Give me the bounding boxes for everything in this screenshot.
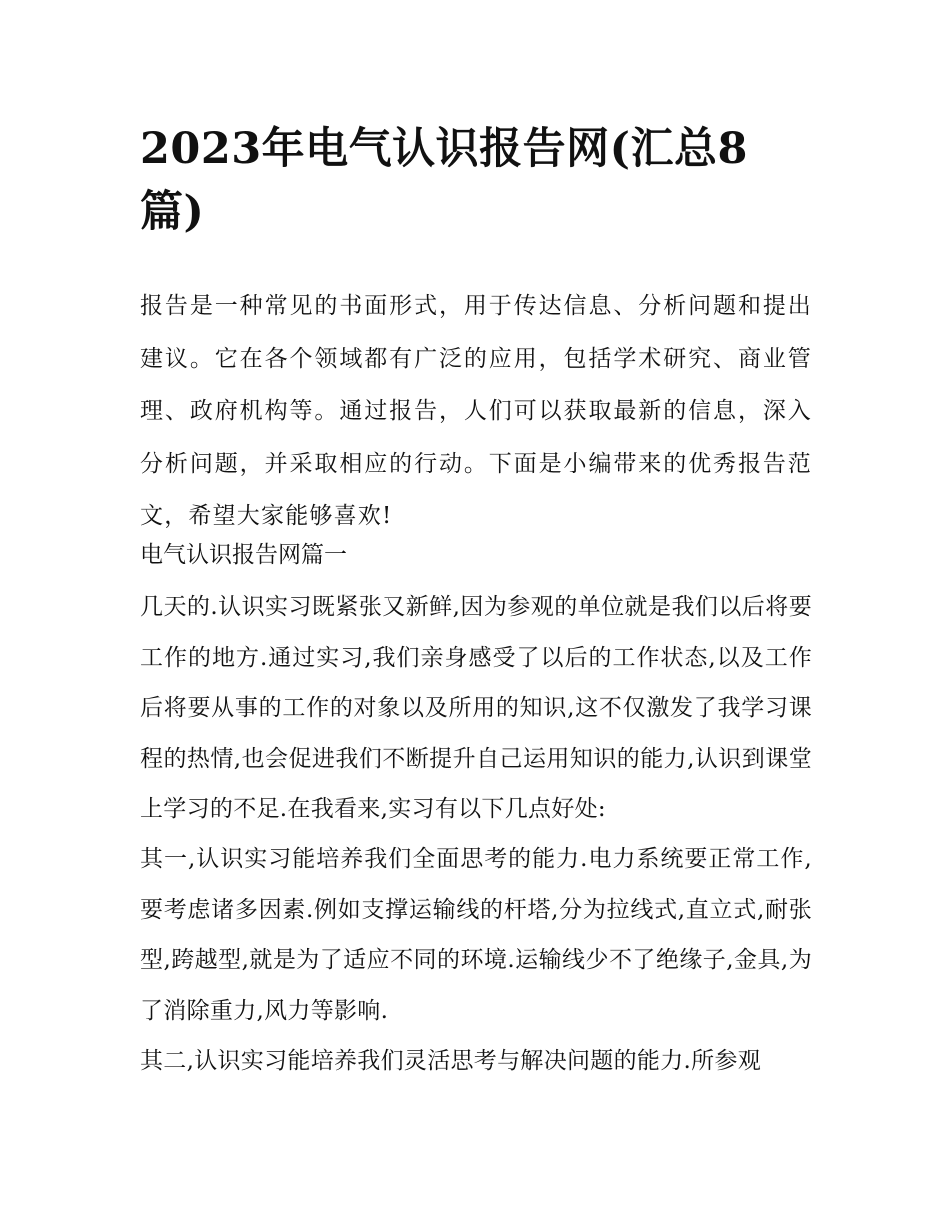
body-paragraph-3: 其二,认识实习能培养我们灵活思考与解决问题的能力.所参观 (140, 1048, 762, 1074)
document-title: 2023年电气认识报告网(汇总8篇) (140, 124, 748, 237)
intro-paragraph: 报告是一种常见的书面形式，用于传达信息、分析问题和提出建议。它在各个领域都有广泛的应用，包括学术研究、商业管理、政府机构等。通过报告，人们可以获取最新的信息，深入分析问题，并采取相应的行动。下面是小编带来的优秀报告范文，希望大家能够喜欢! (140, 293, 812, 529)
body-paragraph-1: 几天的.认识实习既紧张又新鲜,因为参观的单位就是我们以后将要工作的地方.通过实习,我们亲身感受了以后的工作状态,以及工作后将要从事的工作的对象以及所用的知识,这不仅激发了我学习课程的热情,也会促进我们不断提升自己运用知识的能力,认识到课堂上学习的不足.在我看来,实习有以下几点好处: (140, 594, 812, 822)
section-heading: 电气认识报告网篇一 (140, 542, 347, 568)
body-paragraph-2: 其一,认识实习能培养我们全面思考的能力.电力系统要正常工作,要考虑诸多因素.例如支撑运输线的杆塔,分为拉线式,直立式,耐张型,跨越型,就是为了适应不同的环境.运输线少不了绝缘子,金具,为了消除重力,风力等影响. (140, 846, 812, 1024)
